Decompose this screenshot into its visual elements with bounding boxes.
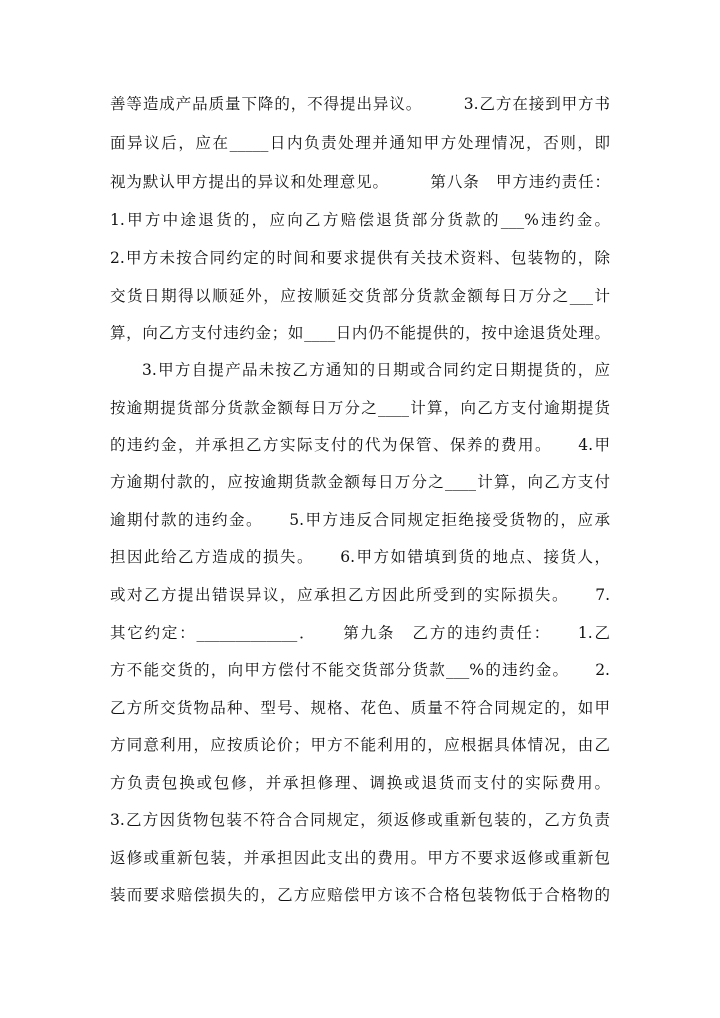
text-line: 方不能交货的，向甲方偿付不能交货部分货款___%的违约金。 2. [110,661,610,679]
text-line: 3.乙方因货物包装不符合合同规定，须返修或重新包装的，乙方负责 [110,811,610,829]
text-line: 按逾期提货部分货款金额每日万分之____计算，向乙方支付逾期提货 [110,399,610,417]
text-line: 面异议后，应在_____日内负责处理并通知甲方处理情况，否则，即 [110,134,610,152]
text-line: 2.甲方未按合同约定的时间和要求提供有关技术资料、包装物的，除 [110,249,610,267]
text-line: 担因此给乙方造成的损失。 6.甲方如错填到货的地点、接货人， [110,548,610,566]
text-line: 逾期付款的违约金。 5.甲方违反合同规定拒绝接受货物的，应承 [110,511,610,529]
text-line: 方逾期付款的，应按逾期货款金额每日万分之____计算，向乙方支付 [110,473,610,491]
text-line: 的违约金，并承担乙方实际支付的代为保管、保养的费用。 4.甲 [110,436,610,454]
text-line: 视为默认甲方提出的异议和处理意见。 第八条 甲方违约责任： [110,173,610,191]
text-line: 返修或重新包装，并承担因此支出的费用。甲方不要求返修或重新包 [110,849,610,867]
text-line: 装而要求赔偿损失的，乙方应赔偿甲方该不合格包装物低于合格物的 [110,886,610,904]
text-line: 方同意利用，应按质论价；甲方不能利用的，应根据具体情况，由乙 [110,736,610,754]
text-line: 善等造成产品质量下降的，不得提出异议。 3.乙方在接到甲方书 [110,95,610,113]
text-line: 或对乙方提出错误异议，应承担乙方因此所受到的实际损失。 7. [110,586,610,604]
text-line: 乙方所交货物品种、型号、规格、花色、质量不符合同规定的，如甲 [110,699,610,717]
text-line: 3.甲方自提产品未按乙方通知的日期或合同约定日期提货的，应 [142,361,610,379]
text-line: 1.甲方中途退货的，应向乙方赔偿退货部分货款的___%违约金。 [110,211,610,229]
text-line: 交货日期得以顺延外，应按顺延交货部分货款金额每日万分之___计 [110,287,610,305]
text-line: 方负责包换或包修，并承担修理、调换或退货而支付的实际费用。 [110,774,610,792]
text-line: 算，向乙方支付违约金；如____日内仍不能提供的，按中途退货处理。 [110,324,610,342]
text-line: 其它约定：_____________． 第九条 乙方的违约责任： 1.乙 [110,624,610,642]
